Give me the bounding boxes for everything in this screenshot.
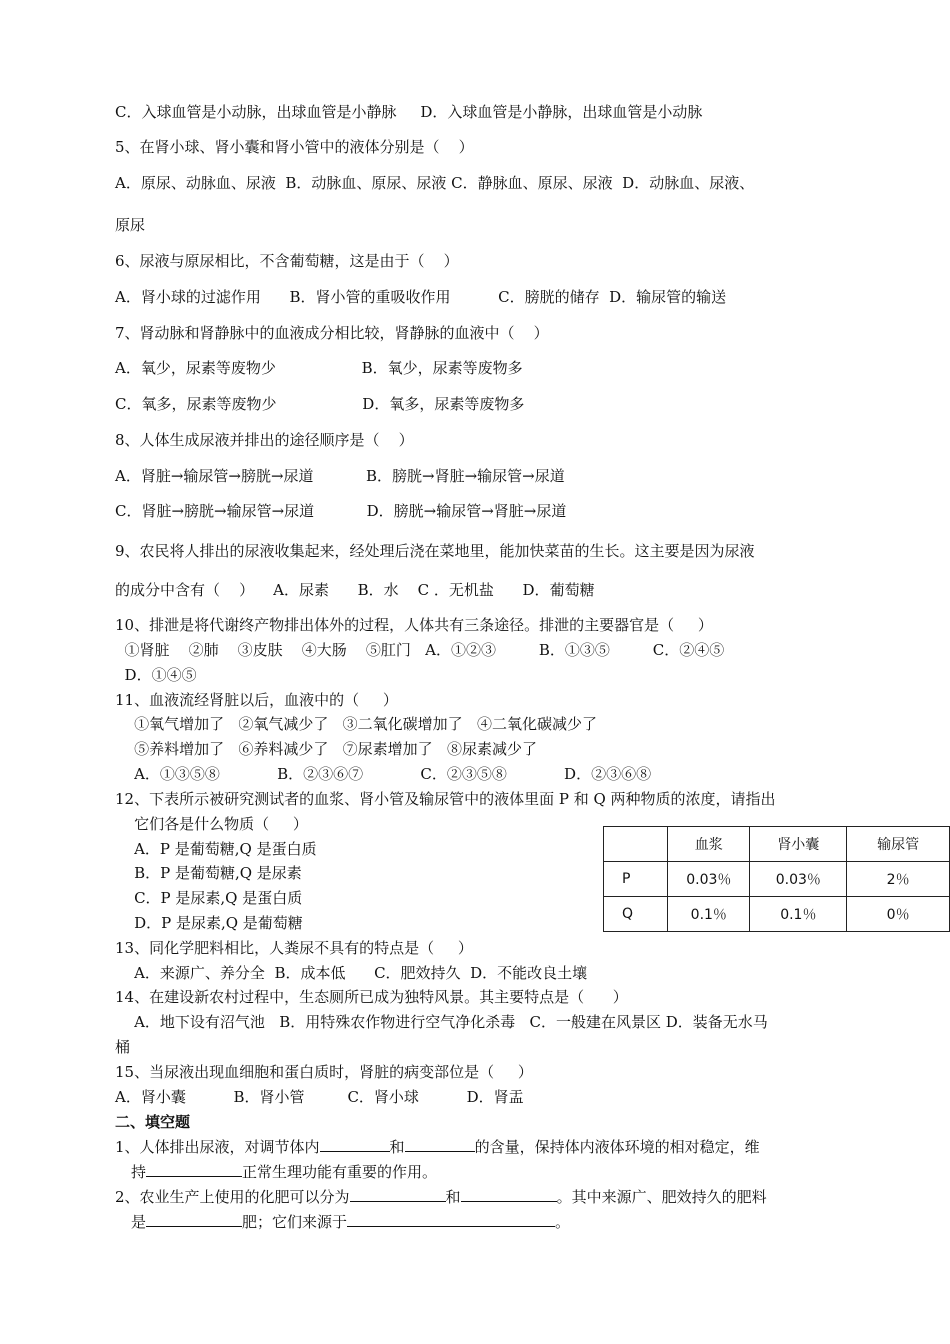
table-header-cell (604, 827, 668, 862)
question-15: 15、当尿液出现血细胞和蛋白质时，肾脏的病变部位是（ ） (115, 1063, 533, 1081)
fill1-text-c: 的含量，保持体内液体环境的相对稳定，维 (474, 1138, 760, 1156)
q12-option-b: B．P 是葡萄糖,Q 是尿素 (115, 864, 302, 882)
question-8: 8、人体生成尿液并排出的途径顺序是（ ） (115, 431, 414, 449)
question-9-cont: 的成分中含有（ ） A．尿素 B．水 C ．无机盐 D．葡萄糖 (115, 581, 595, 599)
fill1-blank-2[interactable] (405, 1136, 475, 1152)
q8-options-ab: A．肾脏→输尿管→膀胱→尿道 B．膀胱→肾脏→输尿管→尿道 (115, 467, 565, 485)
q5-options-cont: 原尿 (115, 216, 146, 234)
concentration-table (603, 826, 950, 932)
q12-option-a: A．P 是葡萄糖,Q 是蛋白质 (115, 840, 317, 858)
q15-options: A．肾小囊 B．肾小管 C．肾小球 D．肾盂 (115, 1088, 524, 1106)
fill2-text-e: 肥；它们来源于 (242, 1213, 348, 1231)
question-11: 11、血液流经肾脏以后，血液中的（ ） (115, 691, 398, 709)
table-row (604, 862, 950, 897)
table-row (604, 897, 950, 932)
fill1-text-a: 1、人体排出尿液，对调节体内 (115, 1138, 320, 1156)
question-10: 10、排泄是将代谢终产物排出体外的过程，人体共有三条途径。排泄的主要器官是（ ） (115, 616, 713, 634)
fill2-text-b: 和 (445, 1188, 461, 1206)
fill2-text-a: 2、农业生产上使用的化肥可以分为 (115, 1188, 350, 1206)
fill-question-2-cont (131, 1211, 570, 1233)
question-13: 13、同化学肥料相比，人粪尿不具有的特点是（ ） (115, 939, 473, 957)
table-header-cell: 肾小囊 (750, 827, 847, 862)
q11-options: A．①③⑤⑧ B．②③⑥⑦ C．②③⑤⑧ D．②③⑥⑧ (115, 765, 652, 783)
q10-options: ①肾脏 ②肺 ③皮肤 ④大肠 ⑤肛门 A．①②③ B．①③⑤ C．②④⑤ (115, 641, 725, 659)
table-cell: 0.1％ (668, 897, 750, 932)
table-cell: 0.03％ (750, 862, 847, 897)
fill-question-2 (115, 1186, 767, 1208)
q14-options: A．地下设有沼气池 B．用特殊农作物进行空气净化杀毒 C．一般建在风景区 D．装备无水马 (115, 1013, 768, 1031)
fill2-text-c: 。其中来源广、肥效持久的肥料 (556, 1188, 767, 1206)
table-header-cell: 血浆 (668, 827, 750, 862)
fill1-blank-1[interactable] (320, 1136, 390, 1152)
q10-options-cont: D．①④⑤ (115, 666, 197, 684)
fill2-text-f: 。 (555, 1213, 571, 1231)
q6-options: A．肾小球的过滤作用 B．肾小管的重吸收作用 C．膀胱的储存 D．输尿管的输送 (115, 288, 727, 306)
fill-question-1 (115, 1136, 760, 1158)
question-6: 6、尿液与原尿相比，不含葡萄糖，这是由于（ ） (115, 252, 459, 270)
q7-options-cd: C．氧多，尿素等废物少 D．氧多，尿素等废物多 (115, 395, 525, 413)
q11-items-1: ①氧气增加了 ②氧气减少了 ③二氧化碳增加了 ④二氧化碳减少了 (115, 715, 597, 733)
question-12-cont: 它们各是什么物质（ ） (115, 815, 308, 833)
table-header-row (604, 827, 950, 862)
question-14: 14、在建设新农村过程中，生态厕所已成为独特风景。其主要特点是（ ） (115, 988, 628, 1006)
q12-option-d: D．P 是尿素,Q 是葡萄糖 (115, 914, 303, 932)
q13-options: A．来源广、养分全 B．成本低 C．肥效持久 D．不能改良土壤 (115, 964, 588, 982)
q5-options: A．原尿、动脉血、尿液 B．动脉血、原尿、尿液 C．静脉血、原尿、尿液 D．动脉血、尿液、 (115, 174, 755, 192)
fill-question-1-cont (131, 1161, 437, 1183)
table-cell: Q (604, 897, 668, 932)
q4-options-cd: C．入球血管是小动脉，出球血管是小静脉 D．入球血管是小静脉，出球血管是小动脉 (115, 103, 703, 121)
table-cell: P (604, 862, 668, 897)
q14-options-cont: 桶 (115, 1038, 131, 1056)
q8-options-cd: C．肾脏→膀胱→输尿管→尿道 D．膀胱→输尿管→肾脏→尿道 (115, 502, 567, 520)
table-cell: 0.03％ (668, 862, 750, 897)
question-5: 5、在肾小球、肾小囊和肾小管中的液体分别是（ ） (115, 138, 474, 156)
q11-items-2: ⑤养料增加了 ⑥养料减少了 ⑦尿素增加了 ⑧尿素减少了 (115, 740, 537, 758)
q7-options-ab: A．氧少，尿素等废物少 B．氧少，尿素等废物多 (115, 359, 523, 377)
fill2-blank-2[interactable] (461, 1186, 557, 1202)
question-7: 7、肾动脉和肾静脉中的血液成分相比较，肾静脉的血液中（ ） (115, 324, 549, 342)
fill2-blank-1[interactable] (350, 1186, 446, 1202)
table-header-cell: 输尿管 (847, 827, 950, 862)
fill1-blank-3[interactable] (146, 1161, 242, 1177)
fill2-text-d: 是 (131, 1213, 147, 1231)
fill1-text-e: 正常生理功能有重要的作用。 (242, 1163, 438, 1181)
table-cell: 0.1％ (750, 897, 847, 932)
table-cell: 0％ (847, 897, 950, 932)
question-9: 9、农民将人排出的尿液收集起来，经处理后浇在菜地里，能加快菜苗的生长。这主要是因为尿液 (115, 542, 755, 560)
section-title: 二、填空题 (115, 1113, 191, 1131)
table-cell: 2％ (847, 862, 950, 897)
fill1-text-d: 持 (131, 1163, 147, 1181)
question-12: 12、下表所示被研究测试者的血浆、肾小管及输尿管中的液体里面 P 和 Q 两种物质的浓度，请指出 (115, 790, 776, 808)
fill2-blank-4[interactable] (347, 1211, 555, 1227)
q12-option-c: C．P 是尿素,Q 是蛋白质 (115, 889, 303, 907)
fill1-text-b: 和 (389, 1138, 405, 1156)
fill2-blank-3[interactable] (146, 1211, 242, 1227)
